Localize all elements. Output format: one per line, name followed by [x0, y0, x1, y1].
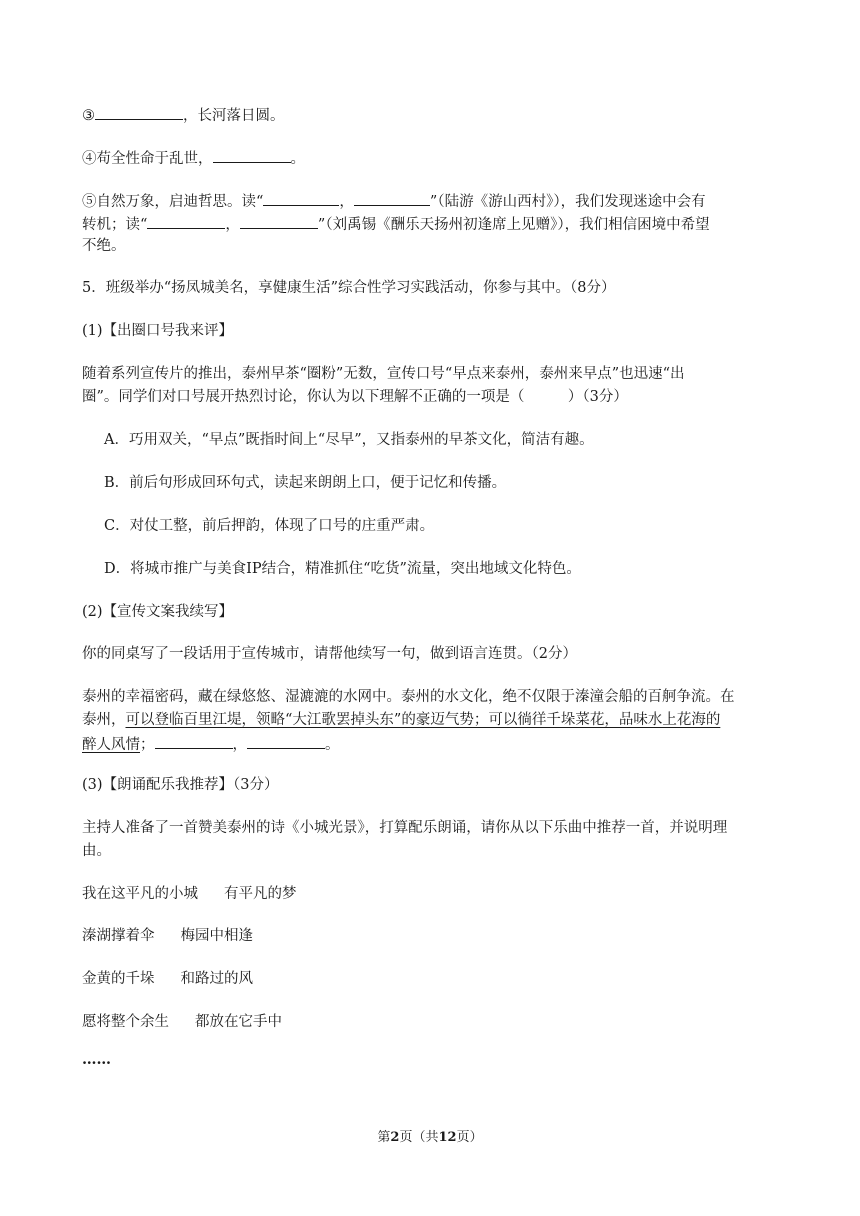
answer-blank[interactable]: [247, 732, 325, 749]
part3-paragraph-line1: 主持人准备了一首赞美泰州的诗《小城光景》，打算配乐朗诵，请你从以下乐曲中推荐一首，并说明理: [82, 820, 728, 836]
q4-item-5-line2: 转机；读“ ， ”（刘禹锡《酬乐天扬州初逢席上见赠》），我们相信困境中希望: [82, 212, 710, 236]
answer-blank[interactable]: [354, 189, 430, 206]
q4-item-5-line3: 不绝。: [82, 238, 126, 254]
poem-line: 溱湖撑着伞 梅园中相逢: [82, 928, 253, 944]
poem-line: 我在这平凡的小城 有平凡的梦: [82, 886, 297, 902]
part3-heading: (3)【朗诵配乐我推荐】（3分）: [82, 777, 279, 793]
part1-paragraph-line2: 圈”。同学们对口号展开热烈讨论，你认为以下理解不正确的一项是（ ）（3分）: [82, 389, 628, 405]
page-footer: 第2页（共12页）: [377, 1130, 483, 1145]
option-d[interactable]: D．将城市推广与美食IP结合，精准抓住“吃货”流量，突出地域文化特色。: [104, 561, 581, 577]
part1-paragraph-line1: 随着系列宣传片的推出，泰州早茶“圈粉”无数，宣传口号“早点来泰州，泰州来早点”也迅速“出: [82, 366, 685, 382]
total-pages: 12: [438, 1130, 457, 1145]
answer-blank[interactable]: [147, 212, 225, 229]
option-b[interactable]: B．前后句形成回环句式，读起来朗朗上口，便于记忆和传播。: [104, 475, 507, 491]
answer-blank[interactable]: [213, 146, 291, 163]
q4-item-5-line1: ⑤自然万象，启迪哲思。读“ ， ”（陆游《游山西村》），我们发现迷途中会有: [82, 189, 706, 213]
part1-heading: (1)【出圈口号我来评】: [82, 323, 234, 339]
answer-blank[interactable]: [263, 189, 339, 206]
page-number: 2: [390, 1130, 400, 1145]
poem-ellipsis: ……: [82, 1051, 111, 1068]
underlined-text: 醉人风情: [82, 737, 140, 753]
answer-blank[interactable]: [95, 103, 183, 120]
answer-blank[interactable]: [155, 732, 233, 749]
underlined-text: 可以登临百里江堤，领略“大江歌罢掉头东”的豪迈气势；可以徜徉千垛菜花，品味水上花海的: [125, 712, 721, 728]
poem-line: 愿将整个余生 都放在它手中: [82, 1014, 282, 1030]
q4-item-4: ④苟全性命于乱世， 。: [82, 146, 305, 170]
part2-paragraph-line1: 泰州的幸福密码，藏在绿悠悠、湿漉漉的水网中。泰州的水文化，绝不仅限于溱潼会船的百舸争流。在: [82, 689, 735, 705]
part2-heading: (2)【宣传文案我续写】: [82, 604, 234, 620]
part2-instruction: 你的同桌写了一段话用于宣传城市，请帮他续写一句，做到语言连贯。（2分）: [82, 646, 577, 662]
answer-blank[interactable]: [240, 212, 318, 229]
part2-paragraph-line2: 泰州，可以登临百里江堤，领略“大江歌罢掉头东”的豪迈气势；可以徜徉千垛菜花，品味水上花海的: [82, 712, 721, 728]
poem-line: 金黄的千垛 和路过的风: [82, 971, 253, 987]
part3-paragraph-line2: 由。: [82, 843, 111, 859]
part2-paragraph-line3: 醉人风情； ， 。: [82, 732, 340, 756]
option-c[interactable]: C．对仗工整，前后押韵，体现了口号的庄重严肃。: [104, 518, 435, 534]
option-a[interactable]: A．巧用双关，“早点”既指时间上“尽早”，又指泰州的早茶文化，简洁有趣。: [104, 432, 594, 448]
q4-item-3: ③ ，长河落日圆。: [82, 103, 285, 127]
q5-title: 5．班级举办“扬凤城美名，享健康生活”综合性学习实践活动，你参与其中。（8分）: [82, 280, 616, 296]
